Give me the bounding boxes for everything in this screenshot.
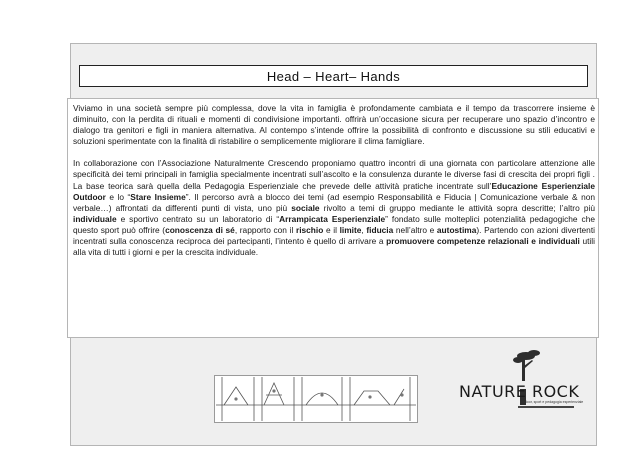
logo-tagline: outdoor, sport e pedagogia esperienziale	[520, 400, 584, 404]
page-title-text: Head – Heart– Hands	[266, 68, 401, 84]
activity-illustration	[214, 375, 418, 423]
page-title	[79, 65, 588, 87]
paragraph-intro: Viviamo in una società sempre più complessa, dove la vita in famiglia è profondamente cambiata e il tempo da trascorrere insieme è diminuito, con la perdita di rituali e momenti di condivisione importanti. offrirà un’occasione sicura per recuperare uno spazio d’incontro e dialogo tra genitori e figli in maniera alternativa. Al contempo s’intende offrire la possibilità di confronto e discussione su stili educativi e soluzioni sperimentate con la finalità di ristabilire o semplicemente migliorare il clima famigliare.	[73, 103, 595, 147]
tree-icon	[513, 350, 540, 381]
paragraph-collaboration: In collaborazione con l’Associazione Naturalmente Crescendo proponiamo quattro incontri di una giornata con particolare attenzione alle specificità dei temi principali in famiglia specialmente incentrati sull’ascolto e la consulenza durante le diverse fasi di crescita dei propri figli . La base teorica sarà quella della Pedagogia Esperienziale che prevede delle attività pratiche incentrate sull’Educazione Esperienziale Outdoor e lo “Stare Insieme”. Il percorso avrà a blocco dei temi (ad esempio Responsabilità e Fiducia | Comunicazione verbale & non verbale…) affrontati da differenti punti di vista, uno più sociale rivolto a temi di gruppo mediante le attività sopra descritte; l’altro più individuale e sportivo centrato su un laboratorio di “Arrampicata Esperienziale” fondato sulle molteplici potenzialità pedagogiche che questo sport può offrire (conoscenza di sé, rapporto con il rischio e il limite, fiducia nell’altro e autostima). Partendo con azioni divertenti incentrati sulla conoscenza reciproca dei partecipanti, l’intento è quello di arrivare a promuovere competenze relazionali e individuali utili alla vita di tutti i giorni e per la crescita individuale.	[73, 158, 595, 258]
body-text-box	[67, 98, 599, 338]
logo-name: NATURE ROCK	[459, 382, 580, 401]
